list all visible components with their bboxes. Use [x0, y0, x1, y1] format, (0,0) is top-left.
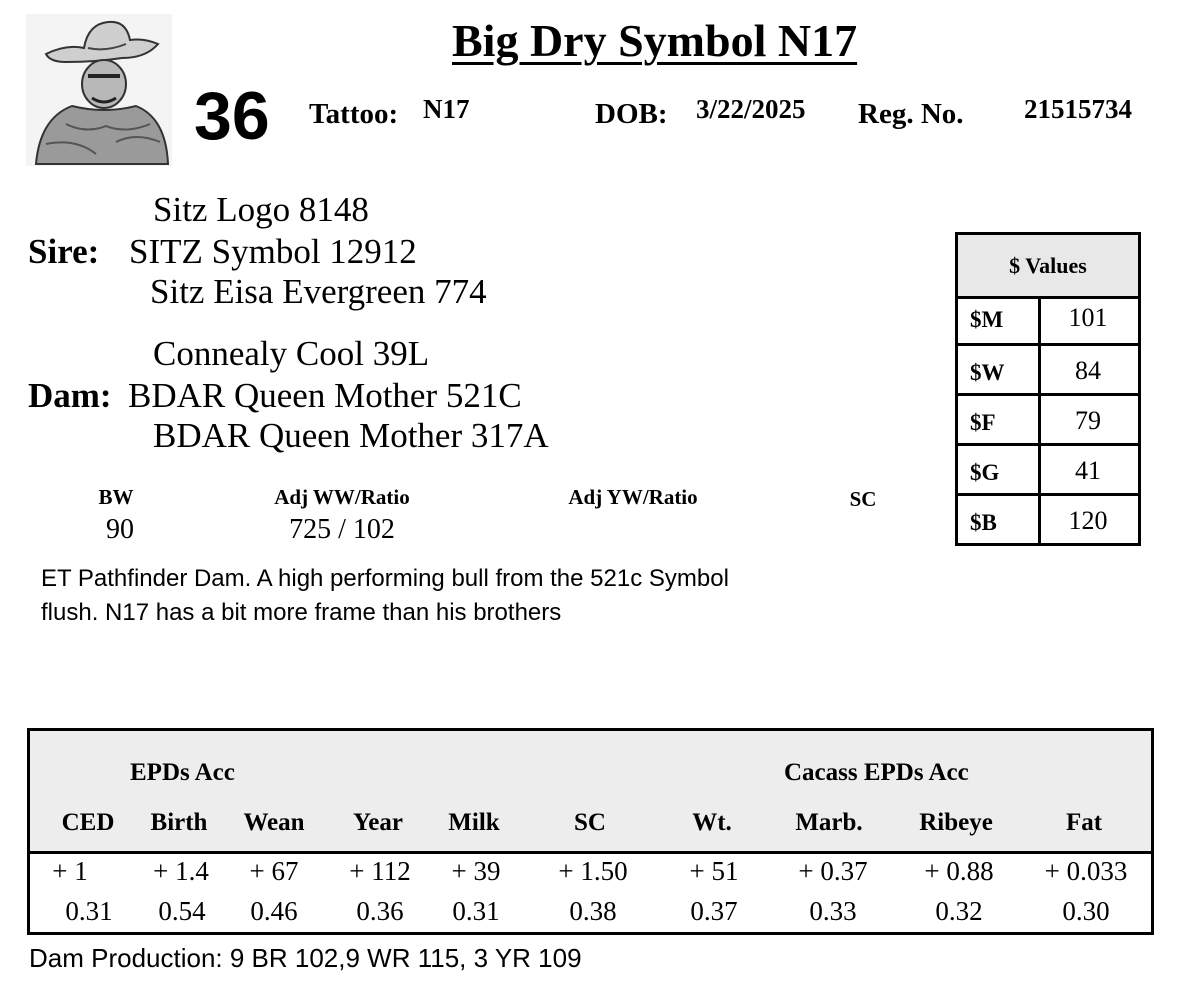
dollar-value-key: $W	[970, 360, 1005, 385]
epd-col-birth: Birth	[150, 809, 208, 836]
epd-accuracy: 0.36	[356, 896, 404, 926]
bw-label: BW	[98, 485, 134, 509]
epd-table	[27, 728, 1154, 935]
sire-sire: Sitz Logo 8148	[153, 190, 369, 229]
cowboy-logo	[26, 14, 172, 166]
epd-accuracy: 0.54	[158, 896, 206, 926]
dollar-value-amount: 84	[1075, 356, 1101, 385]
epd-value: + 0.37	[798, 856, 868, 886]
epd-value: + 1	[52, 856, 88, 886]
epd-col-year: Year	[353, 809, 403, 836]
dollar-values-title: $ Values	[958, 235, 1138, 299]
ww-value: 725 / 102	[289, 514, 395, 545]
remarks-text: ET Pathfinder Dam. A high performing bull from the 521c Symbol flush. N17 has a bit more frame than his brothers	[41, 565, 729, 626]
dollar-value-amount: 41	[1075, 456, 1101, 485]
dollar-value-key: $G	[970, 460, 1000, 485]
epd-value: + 0.88	[924, 856, 994, 886]
dollar-value-key: $B	[970, 510, 997, 535]
dollar-value-amount: 101	[1068, 303, 1108, 332]
dollar-value-amount: 79	[1075, 406, 1101, 435]
epd-accuracy: 0.32	[935, 896, 983, 926]
epd-group-header: EPDs Acc	[130, 759, 235, 786]
lot-number: 36	[194, 78, 270, 154]
bw-value: 90	[106, 514, 134, 545]
tattoo-value: N17	[423, 94, 470, 124]
dollar-value-amount: 120	[1068, 506, 1108, 535]
epd-accuracy: 0.37	[690, 896, 738, 926]
dollar-values-table	[955, 232, 1141, 546]
dam-sire: Connealy Cool 39L	[153, 334, 430, 373]
dollar-value-row	[958, 293, 1138, 343]
epd-value: + 1.4	[153, 856, 209, 886]
sire-name: SITZ Symbol 12912	[129, 232, 417, 271]
epd-accuracy: 0.30	[1062, 896, 1110, 926]
dob-value: 3/22/2025	[696, 94, 806, 124]
epd-col-wean: Wean	[243, 809, 305, 836]
dollar-value-row	[958, 443, 1138, 496]
sc-label: SC	[849, 487, 877, 511]
epd-col-sc: SC	[574, 809, 606, 836]
sire-label: Sire:	[28, 232, 100, 271]
epd-accuracy: 0.33	[809, 896, 857, 926]
epd-col-fat: Fat	[1065, 809, 1103, 836]
sire-dam: Sitz Eisa Evergreen 774	[150, 272, 487, 311]
epd-value: + 0.033	[1044, 856, 1128, 886]
dollar-value-row	[958, 343, 1138, 396]
epd-accuracy: 0.31	[65, 896, 113, 926]
epd-value: + 1.50	[558, 856, 628, 886]
dollar-value-key: $F	[970, 410, 996, 435]
dollar-value-key: $M	[970, 307, 1004, 332]
epd-accuracy: 0.31	[452, 896, 500, 926]
ww-label: Adj WW/Ratio	[274, 485, 410, 509]
tattoo-label: Tattoo:	[309, 98, 399, 130]
epd-value: + 51	[689, 856, 739, 886]
dam-label: Dam:	[28, 376, 112, 415]
epd-col-milk: Milk	[448, 809, 500, 836]
epd-col-wt: Wt.	[692, 809, 732, 836]
dam-production: Dam Production: 9 BR 102,9 WR 115, 3 YR 109	[29, 943, 582, 973]
dam-name: BDAR Queen Mother 521C	[128, 376, 522, 415]
reg-label: Reg. No.	[858, 98, 964, 130]
yw-label: Adj YW/Ratio	[568, 485, 698, 509]
dam-dam: BDAR Queen Mother 317A	[153, 416, 549, 455]
carcass-epd-group-header: Cacass EPDs Acc	[784, 759, 969, 786]
epd-col-ced: CED	[61, 809, 115, 836]
epd-accuracy: 0.46	[250, 896, 298, 926]
epd-value: + 112	[349, 856, 411, 886]
epd-value: + 67	[249, 856, 299, 886]
dob-label: DOB:	[595, 98, 668, 130]
epd-col-marb: Marb.	[795, 809, 863, 836]
dollar-value-row	[958, 393, 1138, 446]
epd-col-ribeye: Ribeye	[919, 809, 993, 836]
dollar-value-row	[958, 493, 1138, 546]
epd-value: + 39	[451, 856, 501, 886]
reg-value: 21515734	[1024, 94, 1132, 124]
animal-name-title: Big Dry Symbol N17	[452, 15, 858, 66]
epd-accuracy: 0.38	[569, 896, 617, 926]
